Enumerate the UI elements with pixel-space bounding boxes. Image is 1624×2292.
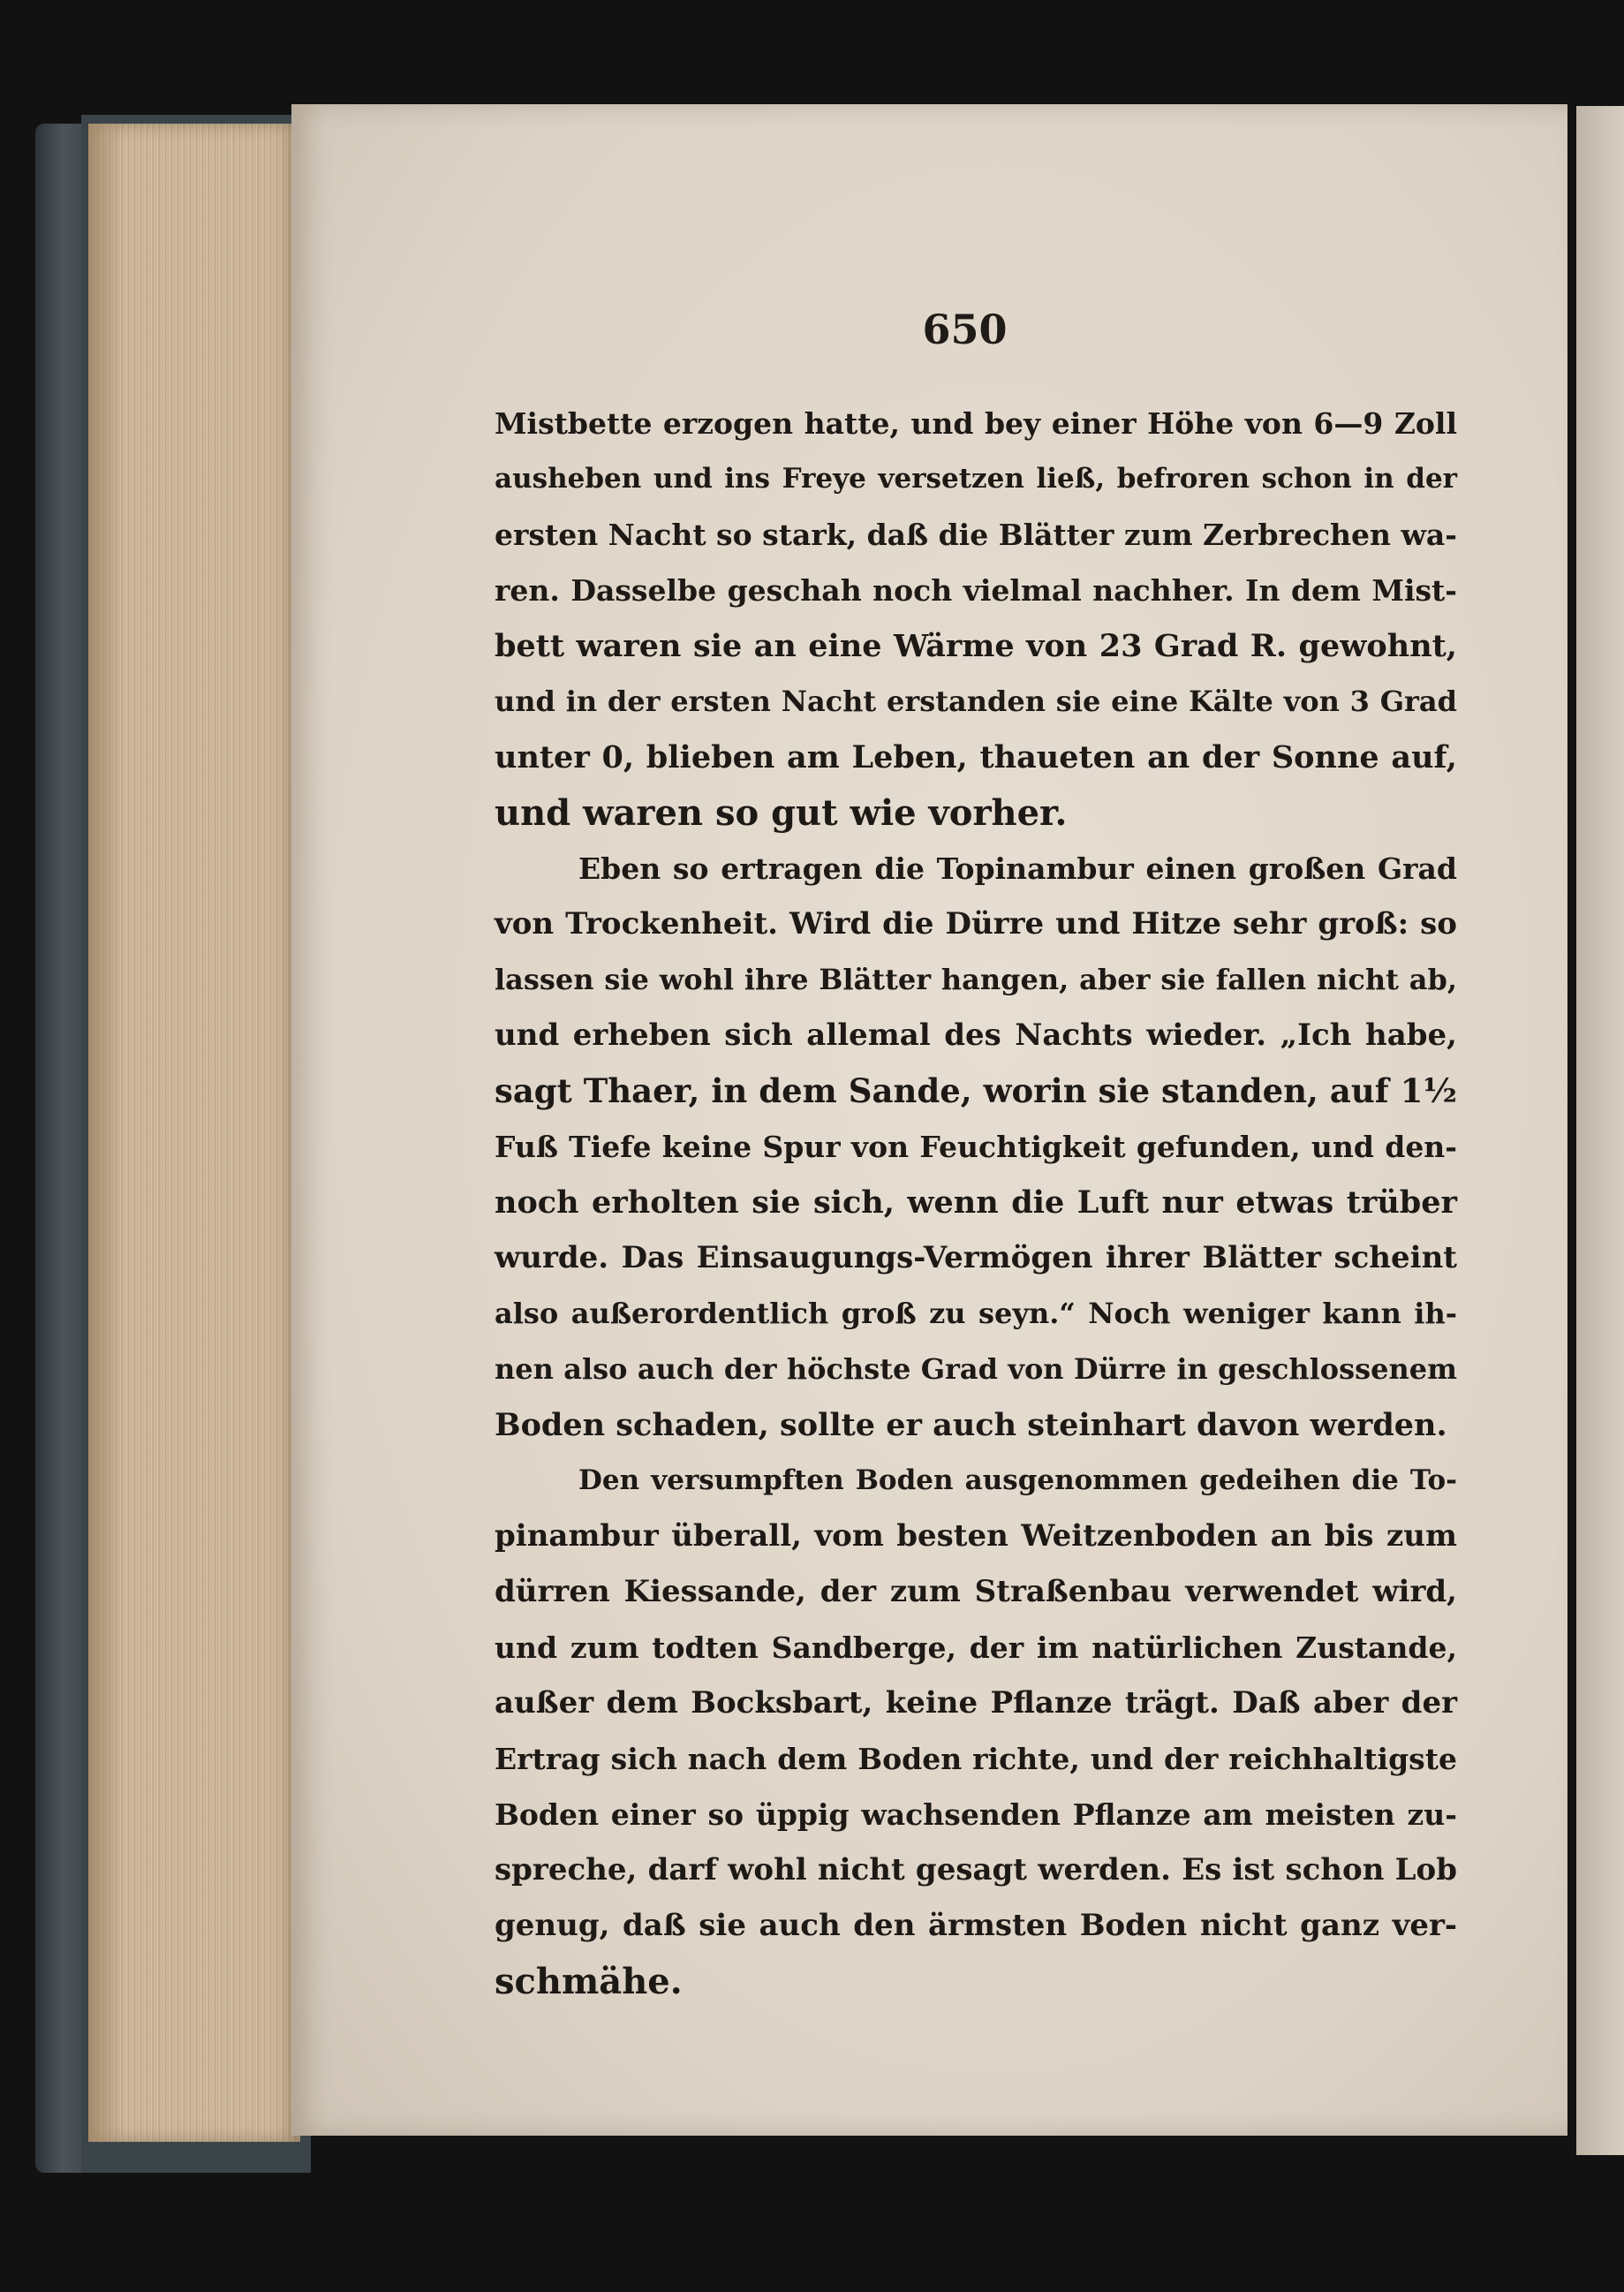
page-edges bbox=[88, 124, 300, 2142]
text-line: Fuß Tiefe keine Spur von Feuchtigkeit gefunden, und den- bbox=[495, 1130, 1457, 1164]
text-line: also außerordentlich groß zu seyn.“ Noch weniger kann ih- bbox=[495, 1297, 1457, 1330]
text-line: bett waren sie an eine Wärme von 23 Grad R. gewohnt, bbox=[495, 628, 1457, 664]
text-line: wurde. Das Einsaugungs-Vermögen ihrer Blätter scheint bbox=[495, 1240, 1457, 1275]
text-line: ausheben und ins Freye versetzen ließ, befroren schon in der bbox=[495, 463, 1457, 495]
text-line: sagt Thaer, in dem Sande, worin sie standen, auf 1½ bbox=[495, 1071, 1457, 1110]
text-line: nen also auch der höchste Grad von Dürre in geschlossenem bbox=[495, 1352, 1457, 1386]
text-line: genug, daß sie auch den ärmsten Boden nicht ganz ver- bbox=[495, 1908, 1457, 1943]
text-line: Ertrag sich nach dem Boden richte, und der reichhaltigste bbox=[495, 1742, 1457, 1776]
text-line: Boden einer so üppig wachsenden Pflanze am meisten zu- bbox=[495, 1797, 1457, 1832]
page-number: 650 bbox=[922, 306, 1008, 353]
text-line: noch erholten sie sich, wenn die Luft nur etwas trüber bbox=[495, 1184, 1457, 1221]
body-text bbox=[495, 396, 1457, 2009]
text-line: außer dem Bocksbart, keine Pflanze trägt. Daß aber der bbox=[495, 1685, 1457, 1721]
text-line: ersten Nacht so stark, daß die Blätter zum Zerbrechen wa- bbox=[495, 518, 1457, 552]
text-line: und in der ersten Nacht erstanden sie eine Kälte von 3 Grad bbox=[495, 685, 1457, 718]
facing-page-edge bbox=[1576, 106, 1624, 2155]
text-line: schmähe. bbox=[495, 1961, 683, 2002]
text-line: von Trockenheit. Wird die Dürre und Hitze sehr groß: so bbox=[495, 906, 1457, 942]
text-line: Eben so ertragen die Topinambur einen großen Grad bbox=[578, 851, 1457, 886]
text-line: ren. Dasselbe geschah noch vielmal nachher. In dem Mist- bbox=[495, 573, 1457, 608]
text-line: Boden schaden, sollte er auch steinhart davon werden. bbox=[495, 1407, 1447, 1443]
text-line: pinambur überall, vom besten Weitzenboden an bis zum bbox=[495, 1518, 1457, 1554]
text-line: und zum todten Sandberge, der im natürlichen Zustande, bbox=[495, 1630, 1457, 1665]
text-line: Mistbette erzogen hatte, und bey einer Höhe von 6—9 Zoll bbox=[495, 406, 1457, 441]
text-line: dürren Kiessande, der zum Straßenbau verwendet wird, bbox=[495, 1574, 1457, 1609]
text-line: und waren so gut wie vorher. bbox=[495, 792, 1068, 834]
text-line: Den versumpften Boden ausgenommen gedeihen die To- bbox=[578, 1464, 1457, 1496]
text-line: lassen sie wohl ihre Blätter hangen, aber sie fallen nicht ab, bbox=[495, 963, 1457, 996]
text-line: spreche, darf wohl nicht gesagt werden. Es ist schon Lob bbox=[495, 1852, 1457, 1887]
book-page bbox=[291, 104, 1567, 2136]
text-line: und erheben sich allemal des Nachts wieder. „Ich habe, bbox=[495, 1017, 1457, 1053]
text-line: unter 0, blieben am Leben, thaueten an der Sonne auf, bbox=[495, 739, 1457, 775]
